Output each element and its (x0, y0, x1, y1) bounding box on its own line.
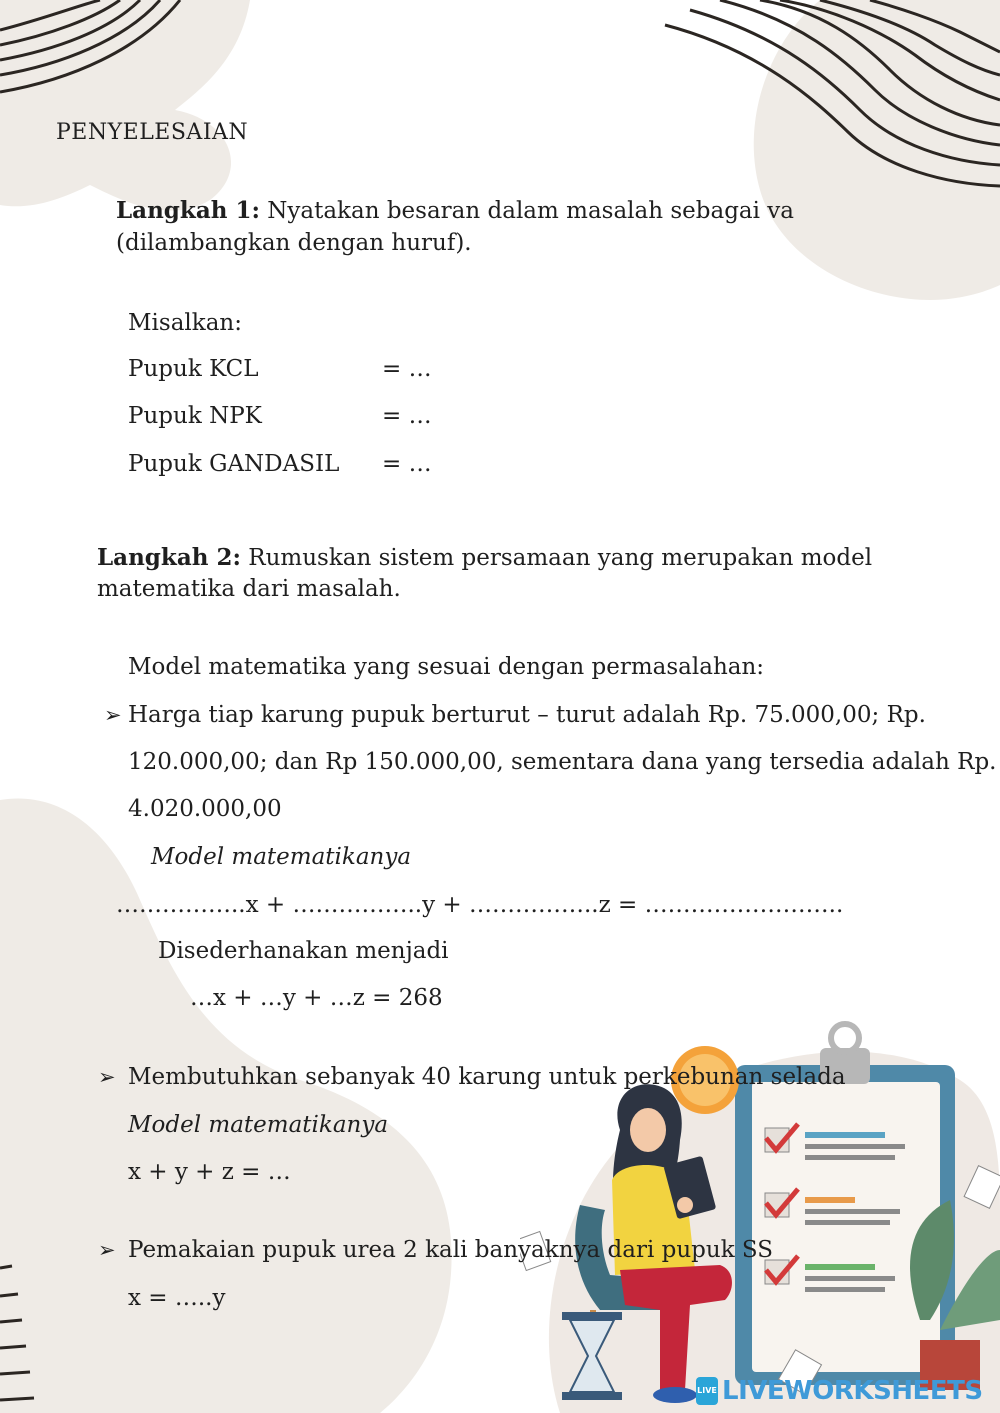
bullet1-line2: 120.000,00; dan Rp 150.000,00, sementara dana yang tersedia adalah Rp. (128, 749, 997, 775)
step1-text-line2: (dilambangkan dengan huruf). (116, 230, 472, 256)
bullet1-model-label: Model matematikanya (151, 844, 412, 870)
variable-name-kcl: Pupuk KCL (128, 356, 259, 382)
variable-name-npk: Pupuk NPK (128, 403, 262, 429)
step2-intro: Model matematika yang sesuai dengan permasalahan: (128, 654, 765, 680)
step1-text-line1: Nyatakan besaran dalam masalah sebagai va (259, 198, 795, 224)
top-left-blob (0, 0, 250, 211)
bullet-arrow-icon: ➢ (98, 1065, 116, 1089)
bullet1-line3: 4.020.000,00 (128, 796, 282, 822)
bullet3-line1: Pemakaian pupuk urea 2 kali banyaknya dari pupuk SS (128, 1237, 774, 1263)
logo-text: LIVEWORKSHEETS (722, 1376, 983, 1406)
bullet1-simplified-label: Disederhanakan menjadi (158, 938, 449, 964)
bullet1-equation-blank[interactable]: ……………..x + ……………..y + ……………..z = …………………….. (116, 892, 844, 918)
liveworksheets-logo (696, 1374, 983, 1408)
bullet-arrow-icon: ➢ (98, 1238, 116, 1262)
variable-value-gandasil: = … (382, 451, 432, 477)
logo-badge: LIVE (696, 1377, 718, 1405)
variable-name-gandasil: Pupuk GANDASIL (128, 451, 340, 477)
variable-value-kcl: = … (382, 356, 432, 382)
step1-line1 (116, 196, 794, 226)
bullet-arrow-icon: ➢ (104, 703, 122, 727)
bullet1-simplified-equation[interactable]: …x + …y + …z = 268 (190, 985, 443, 1011)
bullet3-equation[interactable]: x = …..y (128, 1285, 226, 1311)
step2-label: Langkah 2: (97, 544, 241, 571)
bullet2-equation[interactable]: x + y + z = … (128, 1159, 291, 1185)
bullet2-line1: Membutuhkan sebanyak 40 karung untuk perkebunan selada (128, 1064, 846, 1090)
step1-label: Langkah 1: (116, 197, 260, 224)
page-title: PENYELESAIAN (56, 120, 249, 145)
top-right-blob (754, 0, 1000, 300)
step2-line1 (97, 543, 872, 573)
step2-text-line1: Rumuskan sistem persamaan yang merupakan model (240, 545, 873, 571)
bullet2-model-label: Model matematikanya (128, 1112, 389, 1138)
step2-text-line2: matematika dari masalah. (97, 576, 401, 602)
step1-intro: Misalkan: (128, 310, 242, 336)
bullet1-line1: Harga tiap karung pupuk berturut – turut adalah Rp. 75.000,00; Rp. (128, 702, 926, 728)
variable-value-npk: = … (382, 403, 432, 429)
